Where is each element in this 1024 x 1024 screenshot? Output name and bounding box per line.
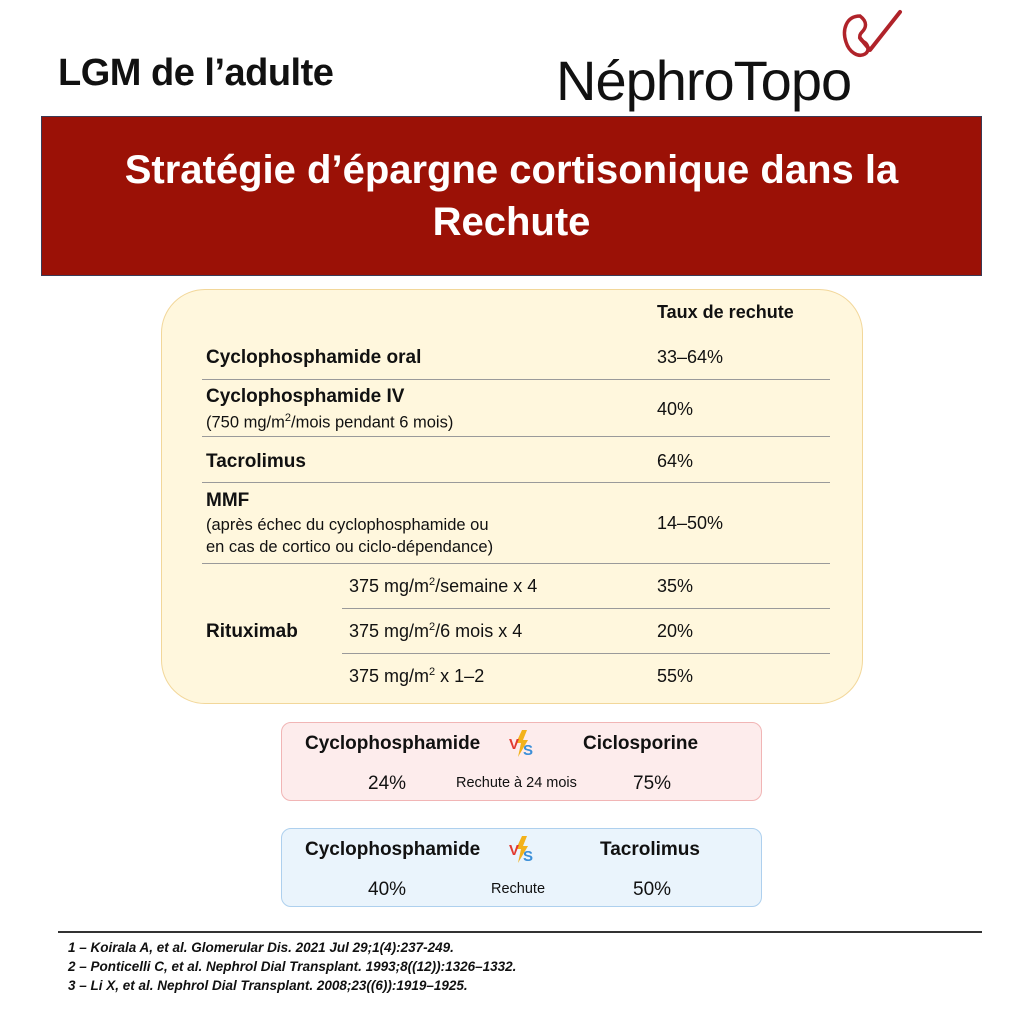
nephrotopo-logo bbox=[556, 8, 916, 118]
svg-text:V: V bbox=[509, 842, 520, 859]
relapse-rate-table bbox=[161, 289, 863, 704]
row-name-tacrolimus: Tacrolimus bbox=[206, 451, 306, 472]
comparison-right-value: 50% bbox=[633, 879, 672, 900]
row-name-cyclo-oral: Cyclophosphamide oral bbox=[206, 347, 422, 368]
reference-item: 1 – Koirala A, et al. Glomerular Dis. 2021 Jul 29;1(4):237-249. bbox=[68, 940, 454, 955]
kidney-check-logo-icon bbox=[838, 8, 904, 70]
comparison-middle-label: Rechute à 24 mois bbox=[456, 775, 577, 791]
comparison-cyclophosphamide-ciclosporine bbox=[281, 722, 762, 801]
rituximab-dose-3: 375 $mg/m^2$ x 1–2 bbox=[349, 666, 485, 686]
row-divider bbox=[342, 653, 830, 654]
comparison-right-value: 75% bbox=[633, 773, 672, 794]
comparison-left-label: Cyclophosphamide bbox=[305, 733, 481, 754]
comparison-middle-label: Rechute bbox=[491, 881, 546, 897]
row-rate-cyclo-oral: 33–64% bbox=[657, 347, 724, 367]
comparison-left-label: Cyclophosphamide bbox=[305, 839, 481, 860]
rituximab-rate-1: 35% bbox=[657, 576, 694, 596]
comparison-left-value: 24% bbox=[368, 773, 407, 794]
rituximab-rate-3: 55% bbox=[657, 666, 694, 686]
title-banner bbox=[41, 116, 982, 276]
row-divider bbox=[202, 482, 830, 483]
rituximab-dose-2: 375 $mg/m^2/6$ mois x 4 bbox=[349, 621, 523, 641]
row-name-rituximab: Rituximab bbox=[206, 621, 298, 642]
vs-icon bbox=[508, 835, 538, 865]
comparison-cyclophosphamide-tacrolimus bbox=[281, 828, 762, 907]
comparison-right-label: Tacrolimus bbox=[600, 839, 700, 860]
logo-text: NéphroTopo bbox=[556, 49, 852, 112]
reference-item: 3 – Li X, et al. Nephrol Dial Transplant. 2008;23((6)):1919–1925. bbox=[68, 978, 468, 993]
row-rate-mmf: 14–50% bbox=[657, 513, 724, 533]
comparison-right-label: Ciclosporine bbox=[583, 733, 699, 754]
svg-text:S: S bbox=[523, 742, 534, 759]
row-name-mmf: MMF bbox=[206, 490, 250, 511]
rituximab-rate-2: 20% bbox=[657, 621, 694, 641]
row-divider bbox=[342, 608, 830, 609]
row-name-cyclo-iv: Cyclophosphamide IV bbox=[206, 386, 405, 407]
row-detail-mmf-line2: en cas de cortico ou ciclo-dépendance) bbox=[206, 538, 494, 556]
page-title: LGM de l’adulte bbox=[58, 52, 334, 94]
column-header-relapse-rate: Taux de rechute bbox=[657, 302, 794, 322]
comparison-left-value: 40% bbox=[368, 879, 407, 900]
reference-item: 2 – Ponticelli C, et al. Nephrol Dial Transplant. 1993;8((12)):1326–1332. bbox=[68, 959, 517, 974]
banner-title: Stratégie d’épargne cortisonique dans la Rechute bbox=[124, 148, 899, 244]
row-detail-mmf-line1: (après échec du cyclophosphamide ou bbox=[206, 516, 489, 534]
references-divider bbox=[58, 931, 982, 933]
row-divider bbox=[202, 563, 830, 564]
references bbox=[68, 938, 516, 995]
vs-icon bbox=[508, 729, 538, 759]
svg-text:S: S bbox=[523, 848, 534, 865]
row-rate-tacrolimus: 64% bbox=[657, 451, 694, 471]
row-detail-cyclo-iv: (750 $mg/m^2$/mois pendant 6 mois) bbox=[206, 412, 454, 432]
row-rate-cyclo-iv: 40% bbox=[657, 399, 694, 419]
svg-text:V: V bbox=[509, 736, 520, 753]
row-divider bbox=[202, 436, 830, 437]
row-divider bbox=[202, 379, 830, 380]
rituximab-dose-1: 375 $mg/m^2$/semaine x 4 bbox=[349, 576, 538, 596]
